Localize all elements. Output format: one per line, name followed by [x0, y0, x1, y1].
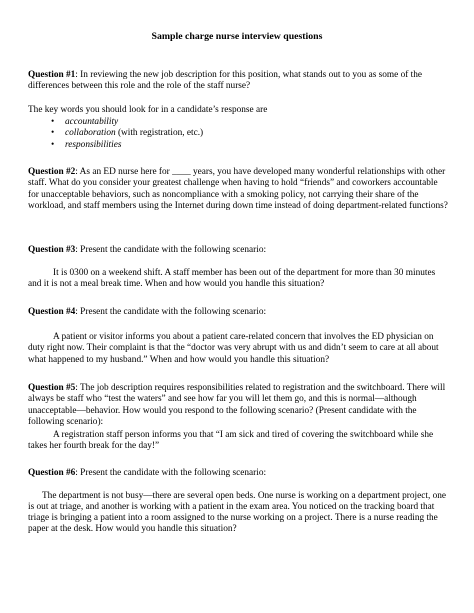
- question-5-text: : The job description requires responsibilities related to registration and the switchboard. There will always be staff who “test the waters” and see how far you will let them go, and this is normal—although unacceptable—behavior. How would you respond to the following scenario? (Present candidate with the following scenario):: [28, 383, 446, 428]
- bullet-icon: •: [51, 139, 55, 150]
- question-4-text: : Present the candidate with the following scenario:: [75, 307, 267, 317]
- bullet-icon: •: [51, 117, 55, 127]
- question-6-text: : Present the candidate with the following scenario:: [75, 468, 267, 478]
- question-5-scenario: A registration staff person informs you that “I am sick and tired of covering the switchboard while she takes her fourth break for the day!”: [28, 430, 434, 452]
- question-1-text: : In reviewing the new job description for this position, what stands out to you as some of the differences between this role and the role of the staff nurse?: [28, 70, 423, 92]
- question-5-label: Question #5: [28, 383, 76, 393]
- question-2-text: : As an ED nurse here for ____ years, you have developed many wonderful relationships with other staff. What do you consider your greatest challenge when having to hold “friends” and coworkers accountable for unacceptable behaviors, such as noncompliance with a smoking policy, not carrying their share of the workload, and staff members using the Internet during down time instead of doing department-related functions?: [28, 167, 448, 212]
- question-4: [28, 307, 448, 318]
- question-3-scenario: It is 0300 on a weekend shift. A staff member has been out of the department for more than 30 minutes and it is not a meal break time. When and how would you handle this situation?: [28, 268, 436, 290]
- bullet-icon: •: [51, 128, 55, 139]
- question-2-label: Question #2: [28, 167, 76, 177]
- document-title: Sample charge nurse interview questions: [151, 31, 323, 42]
- question-5: [28, 383, 448, 429]
- question-2: [28, 167, 448, 213]
- question-6: [28, 468, 448, 479]
- keyword-item: • responsibilities: [51, 139, 122, 150]
- question-1: [28, 70, 448, 93]
- question-3: [28, 245, 448, 256]
- question-4-label: Question #4: [28, 307, 76, 317]
- question-1-label: Question #1: [28, 70, 76, 80]
- question-3-label: Question #3: [28, 245, 76, 255]
- keyword-item: • collaboration (with registration, etc.): [51, 128, 204, 139]
- question-4-scenario: A patient or visitor informs you about a patient care-related concern that involves the ED physician on duty right now. Their complaint is that the “doctor was very abrupt with us and didn’t seem to care at all about what happened to my husband.” When and how would you handle this situation?: [28, 332, 439, 365]
- question-6-scenario: The department is not busy—there are several open beds. One nurse is working on a department project, one is out at triage, and another is working with a patient in the exam area. You noticed on the tracking board that triage is bringing a patient into a room assigned to the nurse working on a project. There is a nurse reading the paper at the desk. How would you handle this situation?: [28, 491, 447, 534]
- keywords-intro: The key words you should look for in a candidate’s response are: [28, 105, 268, 115]
- keyword-item: • accountability: [51, 117, 119, 127]
- question-6-label: Question #6: [28, 468, 76, 478]
- question-3-text: : Present the candidate with the following scenario:: [75, 245, 267, 255]
- keywords-list: [51, 117, 351, 151]
